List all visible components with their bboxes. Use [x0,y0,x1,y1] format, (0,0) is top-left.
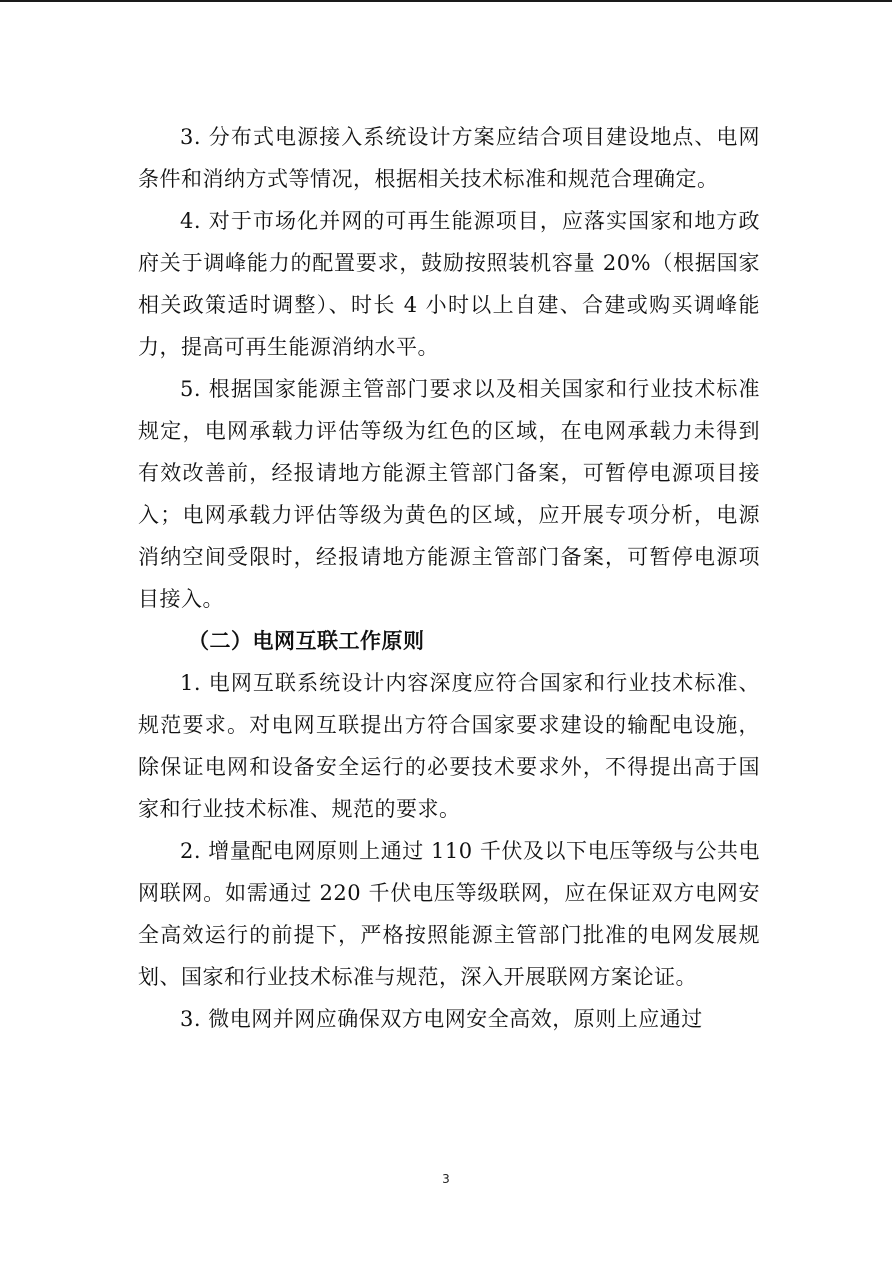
paragraph-2-incremental-distribution: 2. 增量配电网原则上通过 110 千伏及以下电压等级与公共电网联网。如需通过 220 千伏电压等级联网，应在保证双方电网安全高效运行的前提下，严格按照能源主管部门批准的电网发展规划、国家和行业技术标准与规范，深入开展联网方案论证。 [138,839,760,989]
paragraph-1-interconnection-design: 1. 电网互联系统设计内容深度应符合国家和行业技术标准、规范要求。对电网互联提出方符合国家要求建设的输配电设施，除保证电网和设备安全运行的必要技术要求外，不得提出高于国家和行业技术标准、规范的要求。 [138,671,760,821]
paragraph-3-distributed-power: 3. 分布式电源接入系统设计方案应结合项目建设地点、电网条件和消纳方式等情况，根据相关技术标准和规范合理确定。 [138,125,760,191]
paragraph-3-microgrid: 3. 微电网并网应确保双方电网安全高效，原则上应通过 [180,1007,703,1031]
top-border-line [0,0,892,2]
page-number: 3 [442,1172,450,1186]
paragraph-5-grid-capacity-assessment: 5. 根据国家能源主管部门要求以及相关国家和行业技术标准规定，电网承载力评估等级为红色的区域，在电网承载力未得到有效改善前，经报请地方能源主管部门备案，可暂停电源项目接入；电网承载力评估等级为黄色的区域，应开展专项分析，电源消纳空间受限时，经报请地方能源主管部门备案，可暂停电源项目接入。 [138,377,760,611]
section-heading-grid-interconnection: （二）电网互联工作原则 [188,628,425,653]
paragraph-4-renewable-peak-regulation: 4. 对于市场化并网的可再生能源项目，应落实国家和地方政府关于调峰能力的配置要求，鼓励按照装机容量 20%（根据国家相关政策适时调整）、时长 4 小时以上自建、合建或购买调峰能力，提高可再生能源消纳水平。 [138,209,760,359]
document-body [138,116,760,1040]
